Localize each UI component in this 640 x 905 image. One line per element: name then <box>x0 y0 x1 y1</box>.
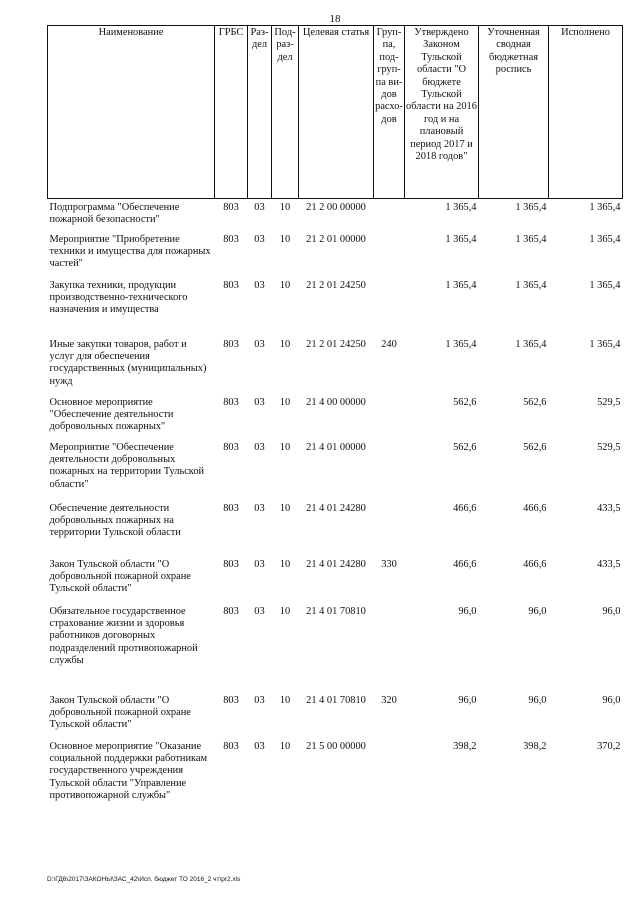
row-approved: 1 365,4 <box>445 279 477 291</box>
row-grbs: 803 <box>223 338 239 350</box>
table-row <box>48 559 623 606</box>
row-refined: 1 365,4 <box>515 202 547 213</box>
table-row <box>48 280 623 339</box>
row-podrazdel: 10 <box>279 338 291 350</box>
row-podrazdel: 10 <box>279 605 291 617</box>
table-header-row <box>48 26 623 199</box>
row-target: 21 5 00 00000 <box>306 740 366 752</box>
row-razdel: 03 <box>254 605 265 617</box>
row-executed: 529,5 <box>597 396 621 408</box>
row-razdel: 03 <box>254 740 265 752</box>
table-row <box>48 234 623 280</box>
row-refined: 96,0 <box>528 694 547 706</box>
row-podrazdel: 10 <box>279 396 291 408</box>
page-number: 18 <box>329 13 341 25</box>
table-row <box>48 503 623 559</box>
row-grbs: 803 <box>223 694 239 706</box>
row-executed: 1 365,4 <box>589 279 621 291</box>
col-header-target: Целевая статья <box>299 26 374 199</box>
row-refined: 1 365,4 <box>515 233 547 245</box>
row-refined: 1 365,4 <box>515 338 547 350</box>
row-grbs: 803 <box>223 502 239 514</box>
row-refined: 466,6 <box>523 502 547 514</box>
row-approved: 1 365,4 <box>445 202 477 213</box>
row-grbs: 803 <box>223 605 239 617</box>
row-target: 21 4 00 00000 <box>306 396 366 408</box>
row-name: Обязательное государственное страхование жизни и здоровья работников договорных подразделений противопожарной службы <box>49 605 198 667</box>
row-approved: 1 365,4 <box>445 233 477 245</box>
row-target: 21 4 01 24280 <box>306 502 366 514</box>
row-refined: 466,6 <box>523 558 547 570</box>
row-razdel: 03 <box>254 338 265 350</box>
table-row <box>48 741 623 831</box>
row-group: 240 <box>381 338 397 350</box>
row-group <box>374 442 405 503</box>
row-razdel: 03 <box>254 396 265 408</box>
row-target: 21 4 01 70810 <box>306 605 366 617</box>
row-refined: 562,6 <box>523 396 547 408</box>
row-razdel: 03 <box>254 441 265 453</box>
row-approved: 466,6 <box>453 502 477 514</box>
row-razdel: 03 <box>254 233 265 245</box>
row-approved: 466,6 <box>453 558 477 570</box>
row-executed: 370,2 <box>597 740 621 752</box>
row-target: 21 2 01 24250 <box>306 279 366 291</box>
row-executed: 96,0 <box>602 694 621 706</box>
row-razdel: 03 <box>254 558 265 570</box>
row-executed: 529,5 <box>597 441 621 453</box>
col-header-podrazdel: Под-раз-дел <box>272 26 299 199</box>
row-podrazdel: 10 <box>279 502 291 514</box>
row-name: Основное мероприятие "Обеспечение деятельности добровольных пожарных" <box>49 396 174 433</box>
row-group <box>374 606 405 695</box>
row-name: Иные закупки товаров, работ и услуг для обеспечения государственных (муниципальных) нужд <box>49 338 207 387</box>
row-podrazdel: 10 <box>279 279 291 291</box>
col-header-refined: Уточненная сводная бюджетная роспись <box>479 26 549 199</box>
row-refined: 96,0 <box>528 605 547 617</box>
row-name: Подпрограмма "Обеспечение пожарной безопасности" <box>49 202 180 226</box>
table-row <box>48 199 623 234</box>
row-grbs: 803 <box>223 233 239 245</box>
row-executed: 1 365,4 <box>589 338 621 350</box>
row-group <box>374 199 405 234</box>
row-group: 330 <box>381 558 397 570</box>
row-approved: 96,0 <box>458 605 477 617</box>
row-grbs: 803 <box>223 740 239 752</box>
row-refined: 398,2 <box>523 740 547 752</box>
row-target: 21 4 01 00000 <box>306 441 366 453</box>
col-header-executed: Исполнено <box>549 26 623 199</box>
row-grbs: 803 <box>223 279 239 291</box>
row-name: Основное мероприятие "Оказание социальной поддержки работникам государственного учреждения Тульской области "Управление противопожарной службы" <box>49 740 208 802</box>
row-target: 21 2 00 00000 <box>306 202 366 213</box>
row-podrazdel: 10 <box>279 740 291 752</box>
table-row <box>48 695 623 741</box>
row-group: 320 <box>381 694 397 706</box>
row-razdel: 03 <box>254 279 265 291</box>
row-podrazdel: 10 <box>279 202 291 213</box>
row-executed: 1 365,4 <box>589 233 621 245</box>
row-executed: 433,5 <box>597 558 621 570</box>
row-group <box>374 234 405 280</box>
table-row <box>48 397 623 442</box>
row-razdel: 03 <box>254 502 265 514</box>
row-grbs: 803 <box>223 558 239 570</box>
row-grbs: 803 <box>223 202 239 213</box>
row-group <box>374 397 405 442</box>
row-podrazdel: 10 <box>279 441 291 453</box>
row-refined: 1 365,4 <box>515 279 547 291</box>
table-row <box>48 339 623 397</box>
table-body <box>48 199 623 831</box>
row-name: Закон Тульской области "О добровольной пожарной охране Тульской области" <box>49 558 191 595</box>
row-podrazdel: 10 <box>279 694 291 706</box>
col-header-razdel: Раз-дел <box>248 26 272 199</box>
row-executed: 433,5 <box>597 502 621 514</box>
col-header-grbs: ГРБС <box>215 26 248 199</box>
row-podrazdel: 10 <box>279 233 291 245</box>
row-grbs: 803 <box>223 396 239 408</box>
row-target: 21 4 01 24280 <box>306 558 366 570</box>
row-target: 21 4 01 70810 <box>306 694 366 706</box>
row-approved: 562,6 <box>453 441 477 453</box>
row-name: Мероприятие "Приобретение техники и имущества для пожарных частей" <box>49 233 211 270</box>
row-group <box>374 503 405 559</box>
row-grbs: 803 <box>223 441 239 453</box>
row-podrazdel: 10 <box>279 558 291 570</box>
row-razdel: 03 <box>254 202 265 213</box>
row-name: Закупка техники, продукции производственно-технического назначения и имущества <box>49 279 188 316</box>
row-group <box>374 280 405 339</box>
row-name: Закон Тульской области "О добровольной пожарной охране Тульской области" <box>49 694 191 731</box>
row-approved: 398,2 <box>453 740 477 752</box>
row-razdel: 03 <box>254 694 265 706</box>
col-header-group: Груп-па, под-груп-па ви-дов расхо-дов <box>374 26 405 199</box>
row-name: Мероприятие "Обеспечение деятельности добровольных пожарных на территории Тульской области" <box>49 441 205 490</box>
row-target: 21 2 01 00000 <box>306 233 366 245</box>
table-row <box>48 606 623 695</box>
row-approved: 562,6 <box>453 396 477 408</box>
file-path-footer: D:\ГД6\2017\ЗАКОНЫ\ЗАС_42\Исп. бюджет ТО 2016_2 чт\pr2.xls <box>47 876 241 883</box>
row-executed: 96,0 <box>602 605 621 617</box>
table-row <box>48 442 623 503</box>
row-name: Обеспечение деятельности добровольных пожарных на территории Тульской области <box>49 502 181 539</box>
col-header-name: Наименование <box>48 26 215 199</box>
row-group <box>374 741 405 831</box>
row-refined: 562,6 <box>523 441 547 453</box>
budget-table <box>47 25 623 831</box>
row-target: 21 2 01 24250 <box>306 338 366 350</box>
row-approved: 1 365,4 <box>445 338 477 350</box>
col-header-approved: Утверждено Законом Тульской области "О бюджете Тульской области на 2016 год и на плановый период 2017 и 2018 годов" <box>405 26 479 199</box>
row-approved: 96,0 <box>458 694 477 706</box>
row-executed: 1 365,4 <box>589 202 621 213</box>
